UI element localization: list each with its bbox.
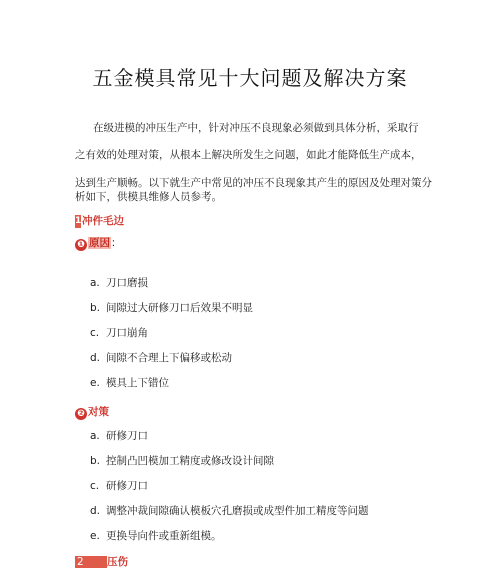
list-item: a. 刀口磨损 <box>90 277 148 289</box>
measure-list <box>90 429 369 554</box>
list-item: c. 刀口崩角 <box>90 327 148 339</box>
measure-heading <box>75 404 109 420</box>
list-item: d. 间隙不合理上下偏移或松动 <box>90 352 232 364</box>
section-2-number: 2 <box>75 556 107 568</box>
list-item: b. 控制凸凹模加工精度或修改设计间隙 <box>90 455 274 467</box>
cause-marker: ❶ <box>75 239 87 251</box>
cause-heading <box>75 235 122 251</box>
list-item: d. 调整冲裁间隙确认模板穴孔磨损或成型件加工精度等问题 <box>90 505 369 517</box>
list-item: e. 更换导向件或重新组模。 <box>90 530 222 542</box>
list-item: b. 间隙过大研修刀口后效果不明显 <box>90 302 253 314</box>
intro-line-1: 在级进模的冲压生产中，针对冲压不良现象必须做到具体分析，采取行 <box>93 122 419 134</box>
section-1-number: 1 <box>75 215 82 226</box>
list-item: e. 模具上下错位 <box>90 377 169 389</box>
section-1-heading <box>75 213 124 228</box>
document-title: 五金模具常见十大问题及解决方案 <box>92 66 408 90</box>
section-2-title: 压伤 <box>107 556 128 568</box>
measure-marker: ❷ <box>75 408 87 420</box>
list-item: a. 研修刀口 <box>90 430 148 442</box>
intro-line-3: 达到生产顺畅。以下就生产中常见的冲压不良现象其产生的原因及处理对策分析如下，供模具维修人员参考。 <box>75 177 432 203</box>
cause-list <box>90 276 253 401</box>
cause-label: 原因 <box>89 237 110 249</box>
list-item: c. 研修刀口 <box>90 480 148 492</box>
intro-line-2: 之有效的处理对策，从根本上解决所发生之问题，如此才能降低生产成本， <box>75 149 422 161</box>
cause-colon: ： <box>111 237 122 249</box>
measure-label: 对策 <box>88 406 109 418</box>
section-2-heading <box>75 554 128 569</box>
section-1-title: 冲件毛边 <box>82 215 124 227</box>
